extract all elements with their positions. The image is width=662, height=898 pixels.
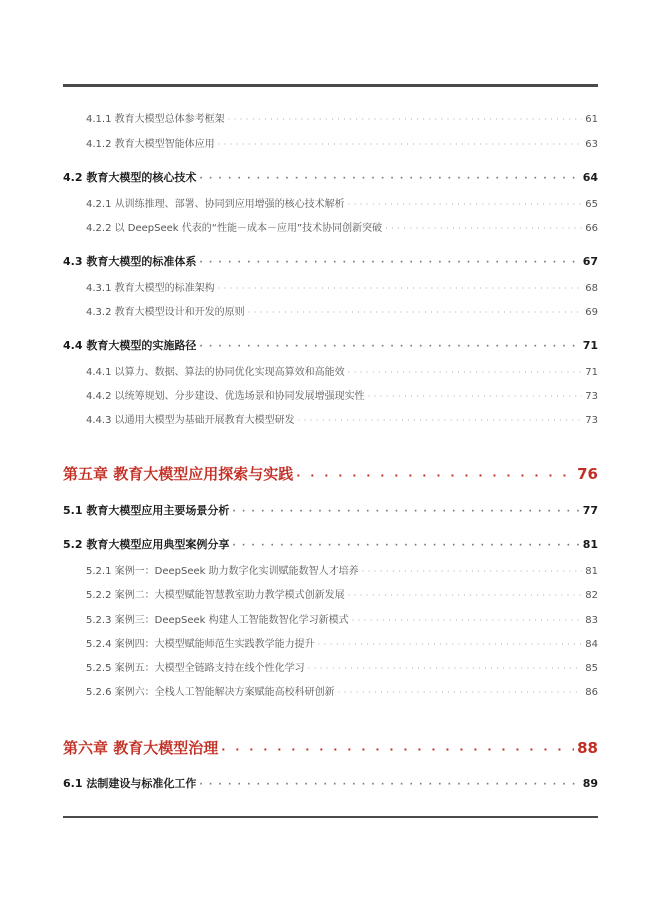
toc-page: 82 [585,590,598,601]
toc-title: 5.2.3 案例三：DeepSeek 构建人工智能数智化学习新模式 [86,615,349,626]
dot-leader [318,640,583,649]
toc-page: 69 [585,307,598,318]
toc-page: 89 [582,777,598,790]
dot-leader [352,616,583,625]
toc-page: 71 [585,367,598,378]
bottom-rule [63,816,598,818]
dot-leader [218,284,583,293]
toc-entry-4-1-1[interactable] [86,110,598,125]
dot-leader [199,258,579,268]
toc-title: 第六章 教育大模型治理 [63,739,219,757]
toc-chapter-6[interactable] [63,737,598,758]
toc-page: 65 [585,199,598,210]
toc-page: 83 [585,615,598,626]
dot-leader [338,688,583,697]
toc-title: 5.2.6 案例六：全栈人工智能解决方案赋能高校科研创新 [86,687,335,698]
toc-entry-4-2-1[interactable] [86,195,598,210]
toc-entry-5-2-4[interactable] [86,635,598,650]
toc-entry-4-3-2[interactable] [86,303,598,318]
toc-title: 5.2 教育大模型应用典型案例分享 [63,538,230,551]
dot-leader [199,780,579,790]
dot-leader [232,541,579,551]
toc-entry-4-3[interactable] [63,253,598,269]
toc-title: 5.2.1 案例一：DeepSeek 助力数字化实训赋能数智人才培养 [86,566,359,577]
toc-title: 4.2 教育大模型的核心技术 [63,171,197,184]
toc-page: 73 [585,415,598,426]
dot-leader [308,664,583,673]
toc-page: 86 [585,687,598,698]
dot-leader [199,342,579,352]
dot-leader [348,591,583,600]
toc-entry-4-4[interactable] [63,337,598,353]
toc-page: 76 [577,465,598,483]
dot-leader [218,140,583,149]
dot-leader [199,174,579,184]
toc-entry-5-2-1[interactable] [86,562,598,577]
toc-page: 71 [582,339,598,352]
toc-title: 4.1.2 教育大模型智能体应用 [86,139,215,150]
toc-entry-4-1-2[interactable] [86,135,598,150]
toc-title: 第五章 教育大模型应用探索与实践 [63,465,294,483]
toc-entry-4-2[interactable] [63,169,598,185]
toc-title: 4.4.3 以通用大模型为基础开展教育大模型研发 [86,415,295,426]
toc-page: 64 [582,171,598,184]
dot-leader [362,567,583,576]
toc-page: 63 [585,139,598,150]
toc-entry-5-2[interactable] [63,536,598,552]
toc-title: 4.2.1 从训练推理、部署、协同到应用增强的核心技术解析 [86,199,345,210]
dot-leader [348,368,583,377]
toc-entry-6-1[interactable] [63,775,598,791]
dot-leader [221,743,574,756]
toc-title: 4.4.2 以统筹规划、分步建设、优选场景和协同发展增强现实性 [86,391,365,402]
dot-leader [296,469,574,482]
toc-entry-4-4-3[interactable] [86,411,598,426]
toc-title: 5.2.5 案例五：大模型全链路支持在线个性化学习 [86,663,305,674]
toc-title: 4.3.1 教育大模型的标准架构 [86,283,215,294]
toc-title: 4.4 教育大模型的实施路径 [63,339,197,352]
toc-page: 61 [585,114,598,125]
toc-entry-5-1[interactable] [63,502,598,518]
dot-leader [385,224,582,233]
toc-page: 66 [585,223,598,234]
toc-entry-4-3-1[interactable] [86,279,598,294]
dot-leader [348,200,583,209]
dot-leader [248,308,583,317]
toc-page: 84 [585,639,598,650]
toc-entry-4-2-2[interactable] [86,219,598,234]
dot-leader [368,392,583,401]
dot-leader [228,115,583,124]
toc-page: 88 [577,739,598,757]
toc-title: 4.3 教育大模型的标准体系 [63,255,197,268]
toc-title: 5.2.2 案例二：大模型赋能智慧教室助力教学模式创新发展 [86,590,345,601]
toc-page: 68 [585,283,598,294]
toc-chapter-5[interactable] [63,463,598,484]
toc-page: 77 [582,504,598,517]
toc-title: 5.1 教育大模型应用主要场景分析 [63,504,230,517]
toc-entry-5-2-2[interactable] [86,586,598,601]
dot-leader [298,416,583,425]
toc-entry-4-4-1[interactable] [86,363,598,378]
toc-page: 73 [585,391,598,402]
toc-title: 4.3.2 教育大模型设计和开发的原则 [86,307,245,318]
toc-entry-4-4-2[interactable] [86,387,598,402]
toc-page: 81 [582,538,598,551]
toc-entry-5-2-6[interactable] [86,683,598,698]
toc-page: 67 [582,255,598,268]
toc-page: 85 [585,663,598,674]
toc-title: 4.4.1 以算力、数据、算法的协同优化实现高算效和高能效 [86,367,345,378]
toc-title: 4.1.1 教育大模型总体参考框架 [86,114,225,125]
toc-page: 81 [585,566,598,577]
toc-title: 4.2.2 以 DeepSeek 代表的“性能－成本－应用”技术协同创新突破 [86,223,383,234]
toc-title: 6.1 法制建设与标准化工作 [63,777,197,790]
toc-title: 5.2.4 案例四：大模型赋能师范生实践教学能力提升 [86,639,315,650]
dot-leader [232,507,579,517]
toc-entry-5-2-5[interactable] [86,659,598,674]
toc-entry-5-2-3[interactable] [86,611,598,626]
